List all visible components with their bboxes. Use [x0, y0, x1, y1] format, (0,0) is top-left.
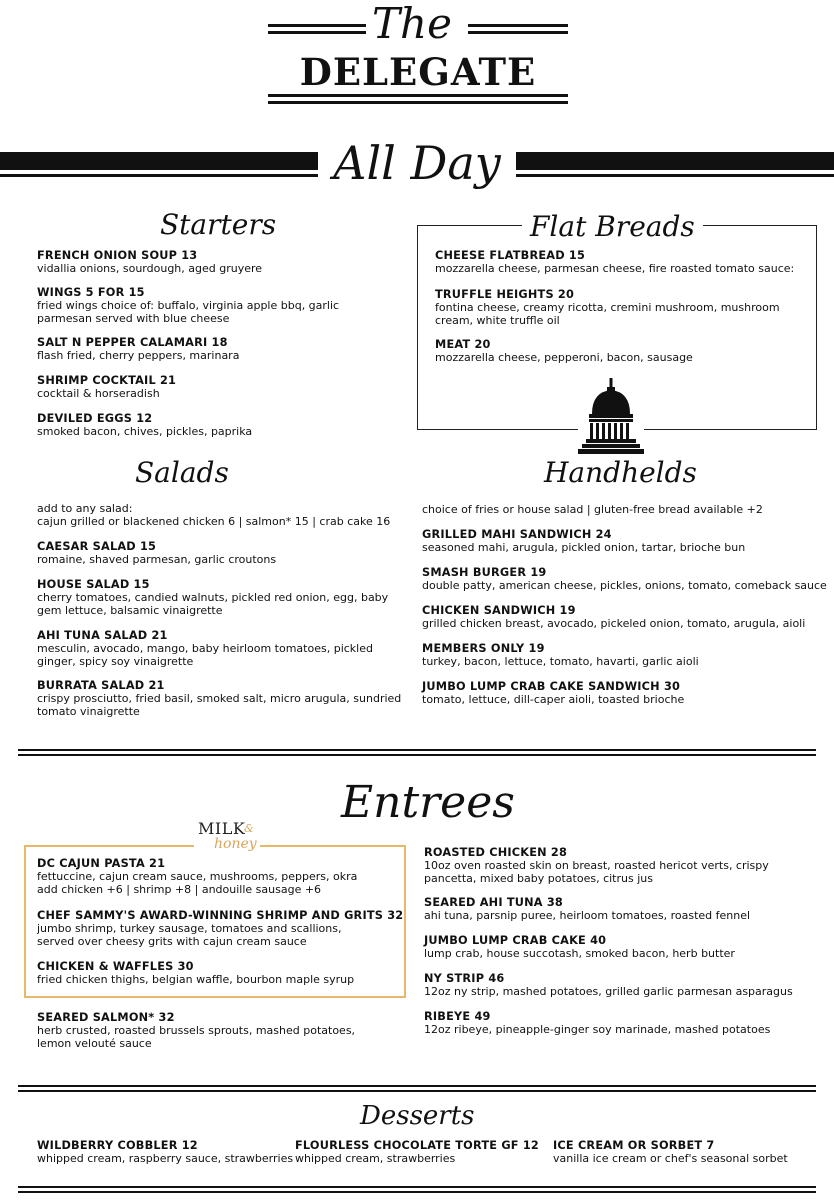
item-desc-2: add chicken +6 | shrimp +8 | andouille sausage +6: [37, 883, 322, 896]
item-name: FLOURLESS CHOCOLATE TORTE GF 12: [295, 1139, 539, 1152]
item-name: GRILLED MAHI SANDWICH 24: [422, 528, 612, 541]
item-desc: mozzarella cheese, pepperoni, bacon, sausage: [435, 351, 693, 364]
list-item: [37, 249, 397, 275]
salads-note-2: cajun grilled or blackened chicken 6 | salmon* 15 | crab cake 16: [37, 515, 391, 528]
banner-bar-right: [516, 152, 834, 170]
list-item: [37, 960, 397, 986]
item-desc: crispy prosciutto, fried basil, smoked salt, micro arugula, sundried tomato vinaigrette: [37, 692, 402, 718]
list-item: [37, 1011, 397, 1050]
item-desc: fettuccine, cajun cream sauce, mushrooms, peppers, okra: [37, 870, 358, 883]
item-name: FRENCH ONION SOUP 13: [37, 249, 198, 262]
list-item: [422, 528, 822, 554]
salads-title: Salads: [135, 456, 229, 489]
item-desc-2: served over cheesy grits with cajun cream sauce: [37, 935, 307, 948]
logo-name: DELEGATE: [299, 50, 537, 94]
item-name: RIBEYE 49: [424, 1010, 491, 1023]
salads-note-1: add to any salad:: [37, 502, 133, 515]
list-item: [422, 680, 822, 706]
item-desc: romaine, shaved parmesan, garlic croutons: [37, 553, 277, 566]
item-desc: turkey, bacon, lettuce, tomato, havarti, garlic aioli: [422, 655, 699, 668]
list-item: [295, 1139, 545, 1165]
item-name: BURRATA SALAD 21: [37, 679, 165, 692]
item-name: CHICKEN SANDWICH 19: [422, 604, 576, 617]
badge-ampersand: &: [244, 822, 254, 835]
handhelds-note: choice of fries or house salad | gluten-free bread available +2: [422, 503, 763, 516]
list-item: [37, 857, 397, 896]
item-desc: cherry tomatoes, candied walnuts, pickled red onion, egg, baby gem lettuce, balsamic vinaigrette: [37, 591, 389, 617]
logo-bar-top-right-2: [468, 31, 568, 34]
banner-bar-left-thin: [0, 174, 318, 177]
section-divider: [18, 749, 816, 751]
item-name: SMASH BURGER 19: [422, 566, 547, 579]
list-item: [424, 972, 819, 998]
item-name: NY STRIP 46: [424, 972, 505, 985]
entrees-title: Entrees: [341, 777, 515, 828]
item-desc: 12oz ribeye, pineapple-ginger soy marinade, mashed potatoes: [424, 1023, 771, 1036]
item-name: DEVILED EGGS 12: [37, 412, 153, 425]
list-item: [37, 286, 382, 325]
item-name: WINGS 5 FOR 15: [37, 286, 145, 299]
logo: [266, 0, 570, 120]
section-divider: [18, 1090, 816, 1092]
item-desc: whipped cream, strawberries: [295, 1152, 456, 1165]
capitol-icon: [578, 376, 644, 456]
item-name: WILDBERRY COBBLER 12: [37, 1139, 198, 1152]
item-name: SHRIMP COCKTAIL 21: [37, 374, 177, 387]
handhelds-title: Handhelds: [544, 456, 697, 489]
item-desc: mesculin, avocado, mango, baby heirloom tomatoes, pickled ginger, spicy soy vinaigrette: [37, 642, 373, 668]
item-desc: seasoned mahi, arugula, pickled onion, tartar, brioche bun: [422, 541, 746, 554]
desserts-title: Desserts: [360, 1101, 475, 1131]
item-name: SEARED AHI TUNA 38: [424, 896, 563, 909]
item-desc: jumbo shrimp, turkey sausage, tomatoes and scallions,: [37, 922, 342, 935]
banner-bar-right-thin: [516, 174, 834, 177]
item-desc: flash fried, cherry peppers, marinara: [37, 349, 240, 362]
list-item: [424, 846, 769, 885]
item-name: DC CAJUN PASTA 21: [37, 857, 166, 870]
item-name: ICE CREAM OR SORBET 7: [553, 1139, 715, 1152]
banner-bar-left: [0, 152, 318, 170]
logo-bar-top-right: [468, 24, 568, 27]
item-desc: lump crab, house succotash, smoked bacon, herb butter: [424, 947, 735, 960]
badge-honey: honey: [214, 836, 257, 852]
item-desc: smoked bacon, chives, pickles, paprika: [37, 425, 253, 438]
item-name: MEMBERS ONLY 19: [422, 642, 545, 655]
list-item: [37, 374, 397, 400]
logo-bar-top-left: [268, 24, 366, 27]
item-desc: vanilla ice cream or chef's seasonal sorbet: [553, 1152, 788, 1165]
item-desc: 12oz ny strip, mashed potatoes, grilled garlic parmesan asparagus: [424, 985, 793, 998]
item-desc: tomato, lettuce, dill-caper aioli, toasted brioche: [422, 693, 685, 706]
logo-the: The: [372, 0, 452, 48]
list-item: [422, 642, 822, 668]
starters-title: Starters: [160, 208, 277, 241]
list-item: [422, 604, 827, 630]
section-divider: [18, 754, 816, 756]
badge-milk: MILK: [198, 819, 246, 838]
item-name: CAESAR SALAD 15: [37, 540, 157, 553]
item-desc: fried wings choice of: buffalo, virginia apple bbq, garlic parmesan served with blue cheese: [37, 299, 340, 325]
list-item: [37, 679, 405, 718]
list-item: [435, 288, 780, 327]
banner-title: All Day: [333, 136, 501, 190]
item-name: JUMBO LUMP CRAB CAKE SANDWICH 30: [422, 680, 681, 693]
item-name: CHICKEN & WAFFLES 30: [37, 960, 194, 973]
item-desc: double patty, american cheese, pickles, onions, tomato, comeback sauce: [422, 579, 827, 592]
item-desc: fried chicken thighs, belgian waffle, bourbon maple syrup: [37, 973, 355, 986]
item-desc: cocktail & horseradish: [37, 387, 160, 400]
item-name: CHEESE FLATBREAD 15: [435, 249, 586, 262]
item-name: MEAT 20: [435, 338, 491, 351]
item-desc: ahi tuna, parsnip puree, heirloom tomatoes, roasted fennel: [424, 909, 751, 922]
item-desc: mozzarella cheese, parmesan cheese, fire roasted tomato sauce:: [435, 262, 795, 275]
bottom-rule: [18, 1191, 816, 1193]
logo-bar-bottom-2: [268, 101, 568, 104]
item-desc: herb crusted, roasted brussels sprouts, mashed potatoes,: [37, 1024, 356, 1037]
list-item: [37, 909, 402, 948]
logo-bar-bottom: [268, 94, 568, 97]
list-item: [37, 336, 397, 362]
bottom-rule: [18, 1186, 816, 1188]
list-item: [435, 338, 805, 364]
item-name: TRUFFLE HEIGHTS 20: [435, 288, 575, 301]
flatbreads-title: Flat Breads: [522, 210, 703, 244]
item-name: HOUSE SALAD 15: [37, 578, 150, 591]
list-item: [37, 540, 397, 566]
list-item: [553, 1139, 818, 1165]
list-item: [424, 1010, 819, 1036]
item-name: SALT N PEPPER CALAMARI 18: [37, 336, 228, 349]
item-name: JUMBO LUMP CRAB CAKE 40: [424, 934, 607, 947]
item-name: AHI TUNA SALAD 21: [37, 629, 168, 642]
section-divider: [18, 1085, 816, 1087]
item-name: SEARED SALMON* 32: [37, 1011, 175, 1024]
item-desc: whipped cream, raspberry sauce, strawberries: [37, 1152, 294, 1165]
list-item: [37, 412, 397, 438]
item-desc: fontina cheese, creamy ricotta, cremini mushroom, mushroom cream, white truffle oil: [435, 301, 780, 327]
list-item: [37, 629, 405, 668]
logo-bar-top-left-2: [268, 31, 366, 34]
item-desc-2: lemon velouté sauce: [37, 1037, 152, 1050]
list-item: [424, 896, 814, 922]
item-desc: grilled chicken breast, avocado, pickeled onion, tomato, arugula, aioli: [422, 617, 806, 630]
list-item: [424, 934, 814, 960]
item-name: ROASTED CHICKEN 28: [424, 846, 568, 859]
list-item: [37, 578, 405, 617]
item-desc: vidallia onions, sourdough, aged gruyere: [37, 262, 263, 275]
list-item: [422, 566, 827, 592]
list-item: [37, 1139, 292, 1165]
item-name: CHEF SAMMY'S AWARD-WINNING SHRIMP AND GRITS 32: [37, 909, 404, 922]
item-desc: 10oz oven roasted skin on breast, roasted hericot verts, crispy pancetta, mixed baby potatoes, citrus jus: [424, 859, 769, 885]
list-item: [435, 249, 805, 275]
